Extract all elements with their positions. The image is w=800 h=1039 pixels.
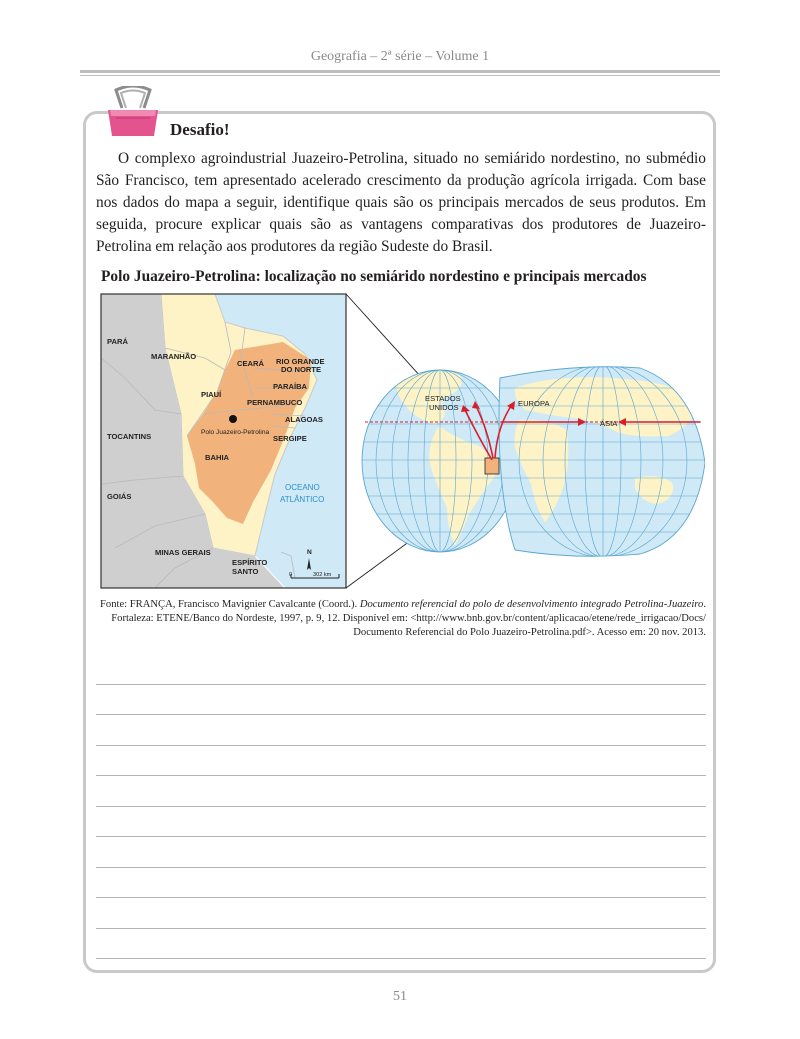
answer-line[interactable] xyxy=(96,807,706,838)
state-label-es-line2: SANTO xyxy=(232,567,259,576)
answer-line[interactable] xyxy=(96,898,706,929)
answer-line[interactable] xyxy=(96,654,706,685)
world-label-eua-line2: UNIDOS xyxy=(429,403,459,412)
source-citation xyxy=(96,598,706,640)
map-figure xyxy=(95,288,705,593)
state-label-piaui: PIAUÍ xyxy=(201,390,222,399)
section-title: Desafio! xyxy=(170,120,230,139)
state-label-minas: MINAS GERAIS xyxy=(155,548,211,557)
header-rule xyxy=(80,70,720,73)
state-label-goias: GOIÁS xyxy=(107,492,132,501)
region-highlight xyxy=(485,458,499,474)
binder-clip-icon xyxy=(106,86,160,138)
state-label-alagoas: ALAGOAS xyxy=(285,415,323,424)
polo-marker xyxy=(229,415,237,423)
state-label-paraiba: PARAÍBA xyxy=(273,382,308,391)
scale-zero: 0 xyxy=(289,572,293,578)
state-label-bahia: BAHIA xyxy=(205,453,230,462)
answer-line[interactable] xyxy=(96,837,706,868)
state-label-pernambuco: PERNAMBUCO xyxy=(247,398,303,407)
world-label-eua-line1: ESTADOS xyxy=(425,394,461,403)
answer-line[interactable] xyxy=(96,929,706,960)
north-label: N xyxy=(307,549,312,556)
world-globe-east xyxy=(495,363,705,563)
header-rule-thin xyxy=(80,75,720,76)
answer-line[interactable] xyxy=(96,868,706,899)
state-label-rn-line2: DO NORTE xyxy=(281,365,322,374)
state-label-maranhao: MARANHÃO xyxy=(151,352,197,361)
answer-lines xyxy=(96,654,706,959)
world-label-asia: ÁSIA xyxy=(600,419,618,428)
answer-line[interactable] xyxy=(96,776,706,807)
answer-line[interactable] xyxy=(96,685,706,716)
state-label-ceara: CEARÁ xyxy=(237,359,265,368)
source-part1: Fonte: FRANÇA, Francisco Mavignier Cavalcante (Coord.). xyxy=(100,599,360,610)
world-label-europa: EUROPA xyxy=(518,399,550,408)
answer-line[interactable] xyxy=(96,715,706,746)
page-header-title: Geografia – 2ª série – Volume 1 xyxy=(310,49,490,64)
state-label-tocantins: TOCANTINS xyxy=(107,432,152,441)
intro-paragraph: O complexo agroindustrial Juazeiro-Petrolina, situado no semiárido nordestino, no submédio São Francisco, tem apresentado acelerado crescimento da produção agrícola irrigada. Com base nos dados do mapa a seguir, identifique quais são os principais mercados de seus produtos. Em seguida, procure explicar quais são as vantagens comparativas dos produtores de Juazeiro-Petrolina em relação aos produtores da região Sudeste do Brasil. xyxy=(96,150,706,255)
state-label-es-line1: ESPÍRITO xyxy=(232,558,268,567)
source-part2: . Fortaleza: ETENE/Banco do Nordeste, 1997, p. 9, 12. Disponível em: <http://www.bnb.gov.br/content/aplicacao/etene/rede_irrigacao/Docs/ Documento Referencial do Polo Juazeiro-Petrolina.pdf>. Acesso em: 20 nov. 2013. xyxy=(111,599,706,638)
page-number: 51 xyxy=(393,989,407,1004)
state-label-para: PARÁ xyxy=(107,337,128,346)
answer-line[interactable] xyxy=(96,746,706,777)
polo-label: Polo Juazeiro-Petrolina xyxy=(201,429,270,436)
state-label-rn-line1: RIO GRANDE xyxy=(276,357,325,366)
ocean-label-line2: ATLÂNTICO xyxy=(280,495,325,504)
source-document-title: Documento referencial do polo de desenvolvimento integrado Petrolina-Juazeiro xyxy=(359,599,704,610)
northeast-map xyxy=(101,294,346,588)
state-label-sergipe: SERGIPE xyxy=(273,434,307,443)
scale-max: 302 km xyxy=(313,572,332,578)
ocean-label-line1: OCEANO xyxy=(285,483,320,492)
map-title: Polo Juazeiro-Petrolina: localização no semiárido nordestino e principais mercados xyxy=(101,268,647,285)
